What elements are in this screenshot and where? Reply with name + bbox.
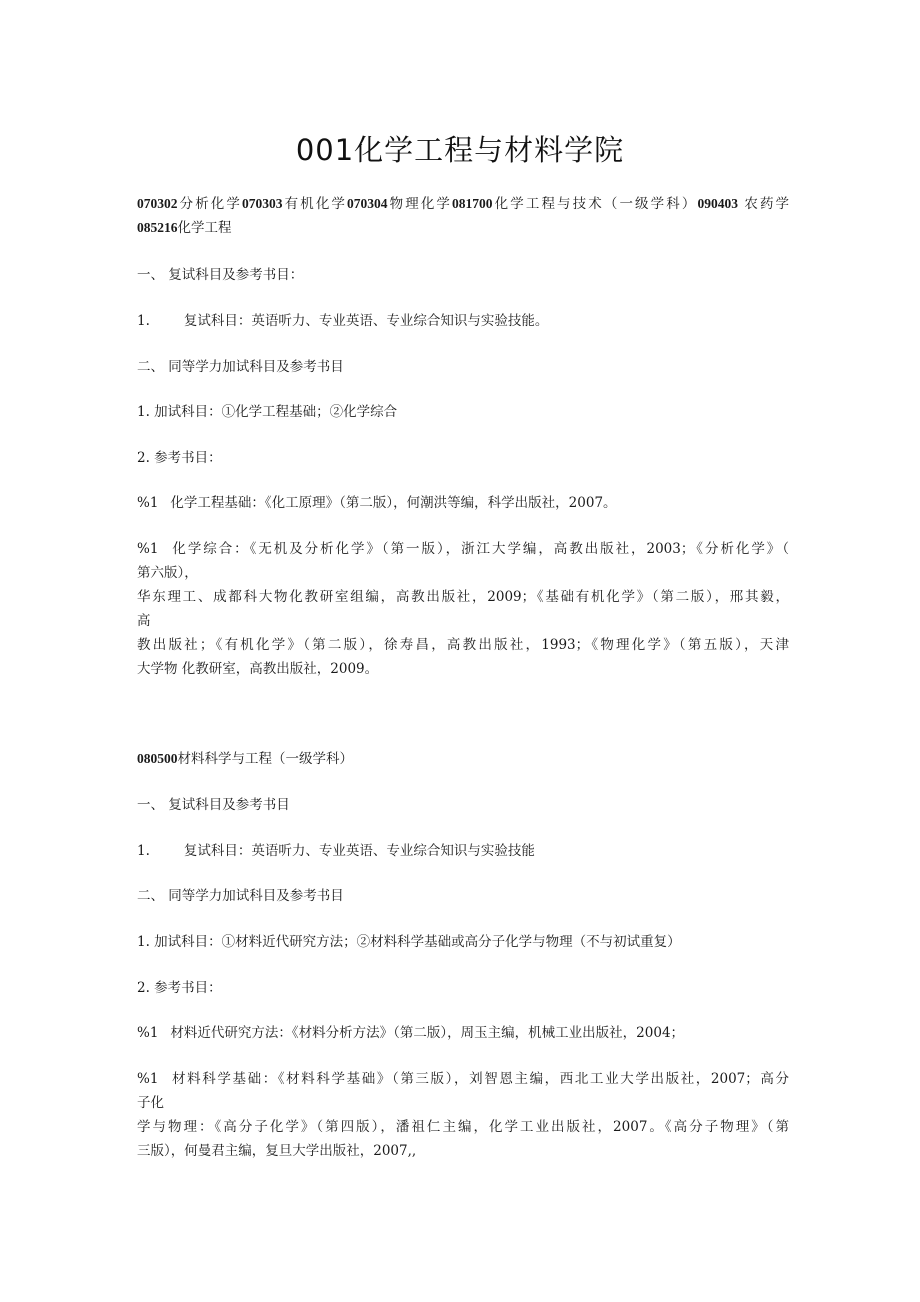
paragraph (137, 309, 789, 333)
major-name: 分析化学 (177, 196, 243, 212)
section-heading: 二、 同等学力加试科目及参考书目 (137, 359, 344, 375)
major-name: 农药学 (744, 196, 790, 212)
reference-line: 第六版）， (137, 565, 198, 581)
page-title: 001化学工程与材料学院 (295, 133, 625, 167)
majors-line-1 (137, 192, 789, 216)
major-code: 070304 (347, 196, 388, 211)
bullet-marker: %1 (137, 1025, 159, 1041)
reference-line: 学与物理：《高分子化学》（第四版），潘祖仁主编，化学工业出版社，2007。《高分子物理》（第 (137, 1119, 789, 1135)
major-name: 化学工程 (177, 220, 232, 236)
section-heading: 二、 同等学力加试科目及参考书目 (137, 888, 344, 904)
reference-text: 化学综合：《无机及分析化学》（第一版），浙江大学编，高教出版社，2003；《分析化学》（ (170, 541, 789, 557)
reference-line: 华东理工、成都科大物化教研室组编，高教出版社，2009；《基础有机化学》（第二版），邢其毅， (137, 589, 789, 605)
reference-line: 高 (137, 613, 151, 629)
bullet-marker: %1 (137, 495, 159, 511)
section-heading: 一、 复试科目及参考书目： (137, 267, 304, 283)
major-name: 材料科学与工程（一级学科） (177, 751, 353, 767)
list-text: 复试科目：英语听力、专业英语、专业综合知识与实验技能。 (183, 313, 549, 329)
major-code: 085216 (137, 220, 178, 235)
major-code: 080500 (137, 751, 178, 766)
section-heading: 一、 复试科目及参考书目 (137, 797, 290, 813)
list-item: 1. 加试科目：①化学工程基础；②化学综合 (137, 404, 398, 420)
reference-item (137, 491, 789, 515)
reference-item (137, 1021, 789, 1045)
reference-item (137, 1067, 789, 1091)
reference-line: 大学物 化教研室，高教出版社，2009。 (137, 661, 379, 677)
list-item: 1. 加试科目：①材料近代研究方法；②材料科学基础或高分子化学与物理（不与初试重复） (137, 934, 681, 950)
major-name: 化学工程与技术（一级学科） (492, 196, 698, 212)
major-code: 070302 (137, 196, 178, 211)
bullet-marker: %1 (137, 1071, 159, 1087)
major-name: 物理化学 (387, 196, 453, 212)
reference-text: 材料科学基础：《材料科学基础》（第三版），刘智恩主编，西北工业大学出版社，2007；高分 (170, 1071, 789, 1087)
major-code: 081700 (452, 196, 493, 211)
majors-line-2 (137, 216, 789, 240)
major-code: 090403 (697, 196, 738, 211)
reference-text: 材料近代研究方法：《材料分析方法》（第二版），周玉主编，机械工业出版社，2004； (170, 1025, 685, 1041)
major-code: 070303 (242, 196, 283, 211)
reference-item (137, 537, 789, 561)
major-name: 有机化学 (282, 196, 348, 212)
reference-line: 子化 (137, 1095, 164, 1111)
major-heading (137, 747, 789, 771)
reference-line: 教出版社；《有机化学》（第二版），徐寿昌，高教出版社，1993；《物理化学》（第五版），天津 (137, 637, 789, 653)
bullet-marker: %1 (137, 541, 159, 557)
reference-line: 三版），何曼君主编，复旦大学出版社，2007,, (137, 1143, 417, 1159)
list-text: 复试科目：英语听力、专业英语、专业综合知识与实验技能 (183, 843, 535, 859)
list-item: 2. 参考书目： (137, 980, 222, 996)
reference-text: 化学工程基础：《化工原理》（第二版），何潮洪等编，科学出版社，2007。 (170, 495, 617, 511)
paragraph (137, 839, 789, 863)
list-number: 1. (137, 843, 150, 859)
list-item: 2. 参考书目： (137, 450, 222, 466)
list-number: 1. (137, 313, 150, 329)
